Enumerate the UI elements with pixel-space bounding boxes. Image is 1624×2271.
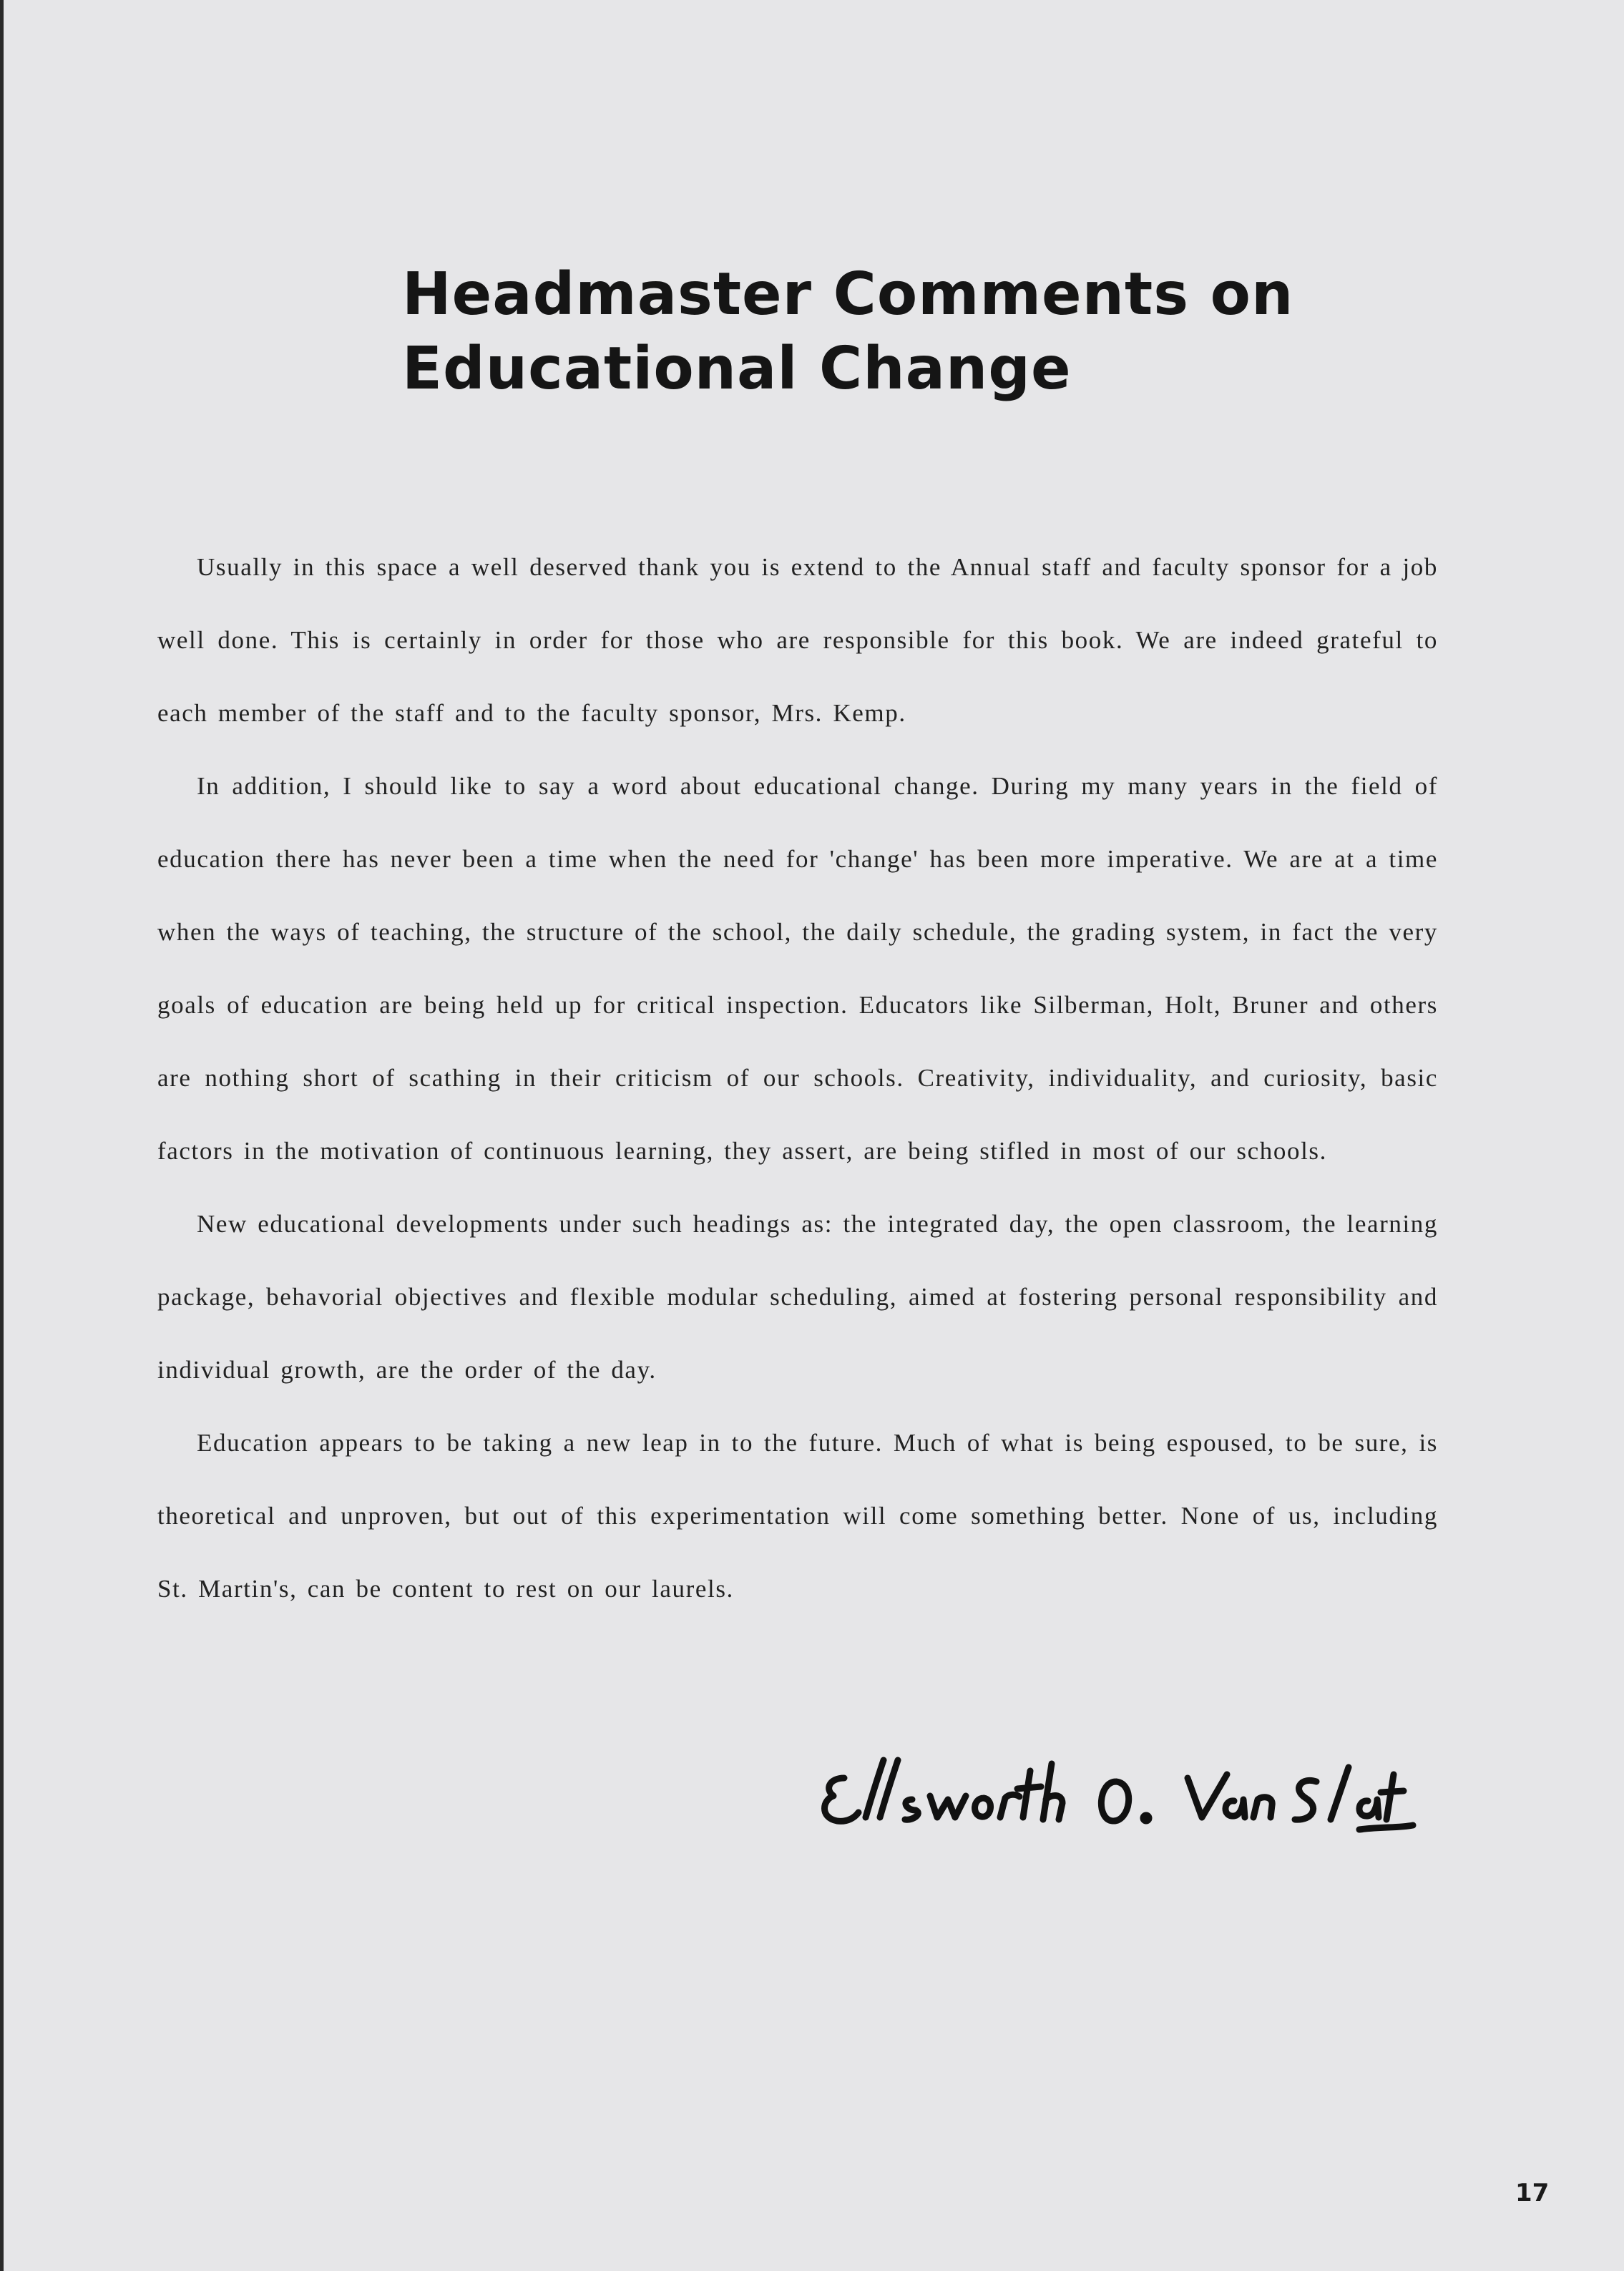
paragraph-2: In addition, I should like to say a word about educational change. During my many years in the field of education there has never been a time when the need for 'change' has been more imperative. We are at a time when the ways of teaching, the structure of the school, the daily schedule, the grading system, in fact the very goals of education are being held up for critical inspection. Educators like Silberman, Holt, Bruner and others are nothing short of scathing in their criticism of our schools. Creativity, individuality, and curiosity, basic factors in the motivation of continuous learning, they assert, are being stifled in most of our schools. bbox=[157, 772, 1438, 1165]
paragraph-4: Education appears to be taking a new leap in to the future. Much of what is being espoused, to be sure, is theoretical and unproven, but out of this experimentation will come something better. None of us, including St. Martin's, can be content to rest on our laurels. bbox=[157, 1429, 1438, 1603]
paragraph-1: Usually in this space a well deserved thank you is extend to the Annual staff and faculty sponsor for a job well done. This is certainly in order for those who are responsible for this book. We are indeed grateful to each member of the staff and to the faculty sponsor, Mrs. Kemp. bbox=[157, 553, 1438, 727]
handwritten-signature bbox=[816, 1749, 1417, 1842]
page-title bbox=[402, 258, 1293, 406]
title-line-1: Headmaster Comments on bbox=[402, 260, 1294, 328]
letter-body bbox=[157, 531, 1438, 1626]
page-number: 17 bbox=[1515, 2179, 1550, 2207]
paragraph-3: New educational developments under such headings as: the integrated day, the open classroom, the learning package, behavorial objectives and flexible modular scheduling, aimed at fostering personal responsibility and individual growth, are the order of the day. bbox=[157, 1210, 1438, 1384]
page-edge bbox=[0, 0, 4, 2271]
title-line-2: Educational Change bbox=[402, 335, 1072, 403]
